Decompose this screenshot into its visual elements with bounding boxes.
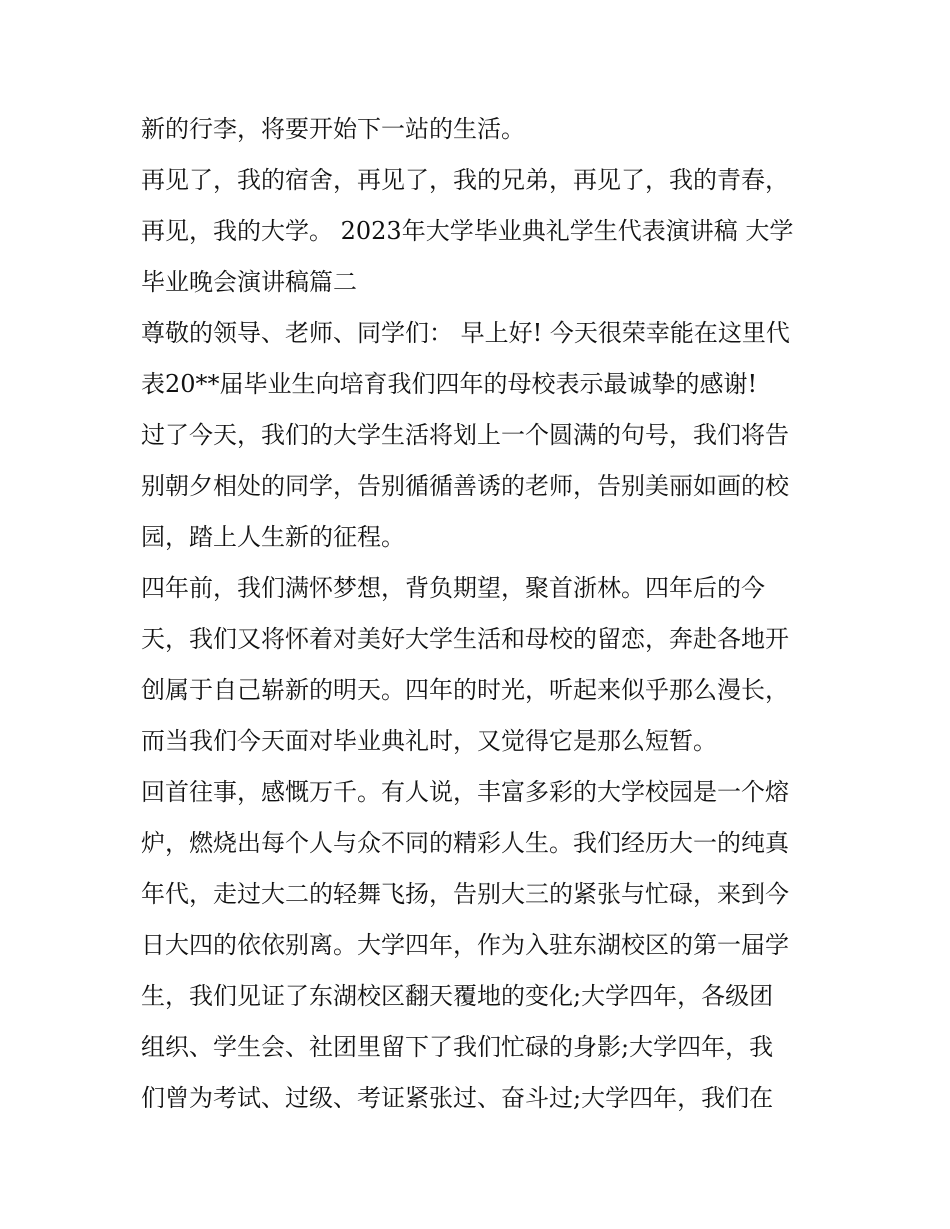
text-line: 毕业晚会演讲稿篇二 bbox=[141, 268, 357, 296]
text-line: 天，我们又将怀着对美好大学生活和母校的留恋，奔赴各地开 bbox=[141, 625, 789, 653]
text-line: 生，我们见证了东湖校区翻天覆地的变化;大学四年，各级团 bbox=[141, 982, 774, 1010]
text-line: 四年前，我们满怀梦想，背负期望，聚首浙林。四年后的今 bbox=[141, 574, 765, 602]
text-line: 尊敬的领导、老师、同学们： 早上好! 今天很荣幸能在这里代 bbox=[141, 319, 790, 347]
text-line: 新的行李，将要开始下一站的生活。 bbox=[141, 115, 525, 143]
text-line: 回首往事，感慨万千。有人说，丰富多彩的大学校园是一个熔 bbox=[141, 778, 789, 806]
text-line: 而当我们今天面对毕业典礼时，又觉得它是那么短暂。 bbox=[141, 727, 717, 755]
text-line: 过了今天，我们的大学生活将划上一个圆满的句号，我们将告 bbox=[141, 421, 789, 449]
text-line: 炉，燃烧出每个人与众不同的精彩人生。我们经历大一的纯真 bbox=[141, 829, 789, 857]
text-line: 别朝夕相处的同学，告别循循善诱的老师，告别美丽如画的校 bbox=[141, 472, 789, 500]
text-line: 创属于自己崭新的明天。四年的时光，听起来似乎那么漫长， bbox=[141, 676, 789, 704]
text-line: 日大四的依依别离。大学四年，作为入驻东湖校区的第一届学 bbox=[141, 931, 789, 959]
text-line: 们曾为考试、过级、考证紧张过、奋斗过;大学四年，我们在 bbox=[141, 1084, 774, 1112]
text-line: 年代，走过大二的轻舞飞扬，告别大三的紧张与忙碌，来到今 bbox=[141, 880, 789, 908]
text-line: 再见，我的大学。 2023年大学毕业典礼学生代表演讲稿 大学 bbox=[141, 217, 794, 245]
speech-text bbox=[141, 104, 816, 1124]
text-line: 再见了，我的宿舍，再见了，我的兄弟，再见了，我的青春， bbox=[141, 166, 789, 194]
text-line: 园，踏上人生新的征程。 bbox=[141, 523, 405, 551]
text-line: 表20**届毕业生向培育我们四年的母校表示最诚挚的感谢! bbox=[141, 370, 758, 398]
text-line: 组织、学生会、社团里留下了我们忙碌的身影;大学四年，我 bbox=[141, 1033, 774, 1061]
